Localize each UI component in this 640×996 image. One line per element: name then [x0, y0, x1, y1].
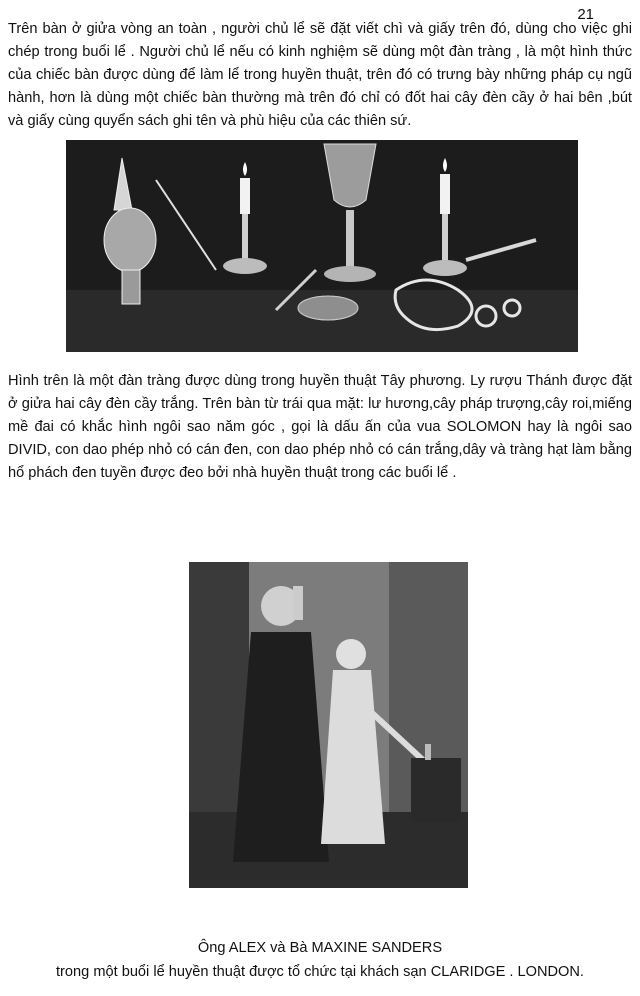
ritual-photo	[189, 562, 468, 888]
paragraph-altar-description: Hình trên là một đàn tràng được dùng trong huyền thuật Tây phương. Ly rượu Thánh được đặt ở giửa hai cây đèn cầy trắng. Trên bàn từ trái qua mặt: lư hương,cây pháp trượng,cây roi,miếng mề đai có khắc hình ngôi sao năm góc , gọi là dấu ấn của vua SOLOMON hay là ngôi sao DIVID, con dao phép nhỏ có cán đen, con dao phép nhỏ có cán trắng,dây và tràng hạt làm bằng hổ phách đen tuyền được đeo bởi nhà huyền thuật trong các buổi lể .	[8, 373, 632, 481]
caption-line-2: trong một buổi lể huyền thuật được tổ chức tại khách sạn CLARIDGE . LONDON.	[56, 964, 584, 980]
page-number: 21	[577, 6, 594, 23]
altar-photo	[66, 140, 578, 352]
paragraph-altar-intro: Trên bàn ở giửa vòng an toàn , người chủ lể sẽ đặt viết chì và giấy trên đó, dùng cho việc ghi chép trong buổi lể . Người chủ lể nếu có kinh nghiệm sẽ dùng một đàn tràng , là một hình thức của chiếc bàn được dùng để làm lể trong huyền thuật, trên đó có trưng bày những pháp cụ ngũ hành, hơn là dùng một chiếc bàn thường mà trên đó chỉ có đốt hai cây đèn cầy ở hai bên ,bút và giấy cùng quyển sách ghi tên và phù hiệu của các thiên sứ.	[8, 21, 632, 129]
caption-line-1: Ông ALEX và Bà MAXINE SANDERS	[197, 940, 443, 956]
